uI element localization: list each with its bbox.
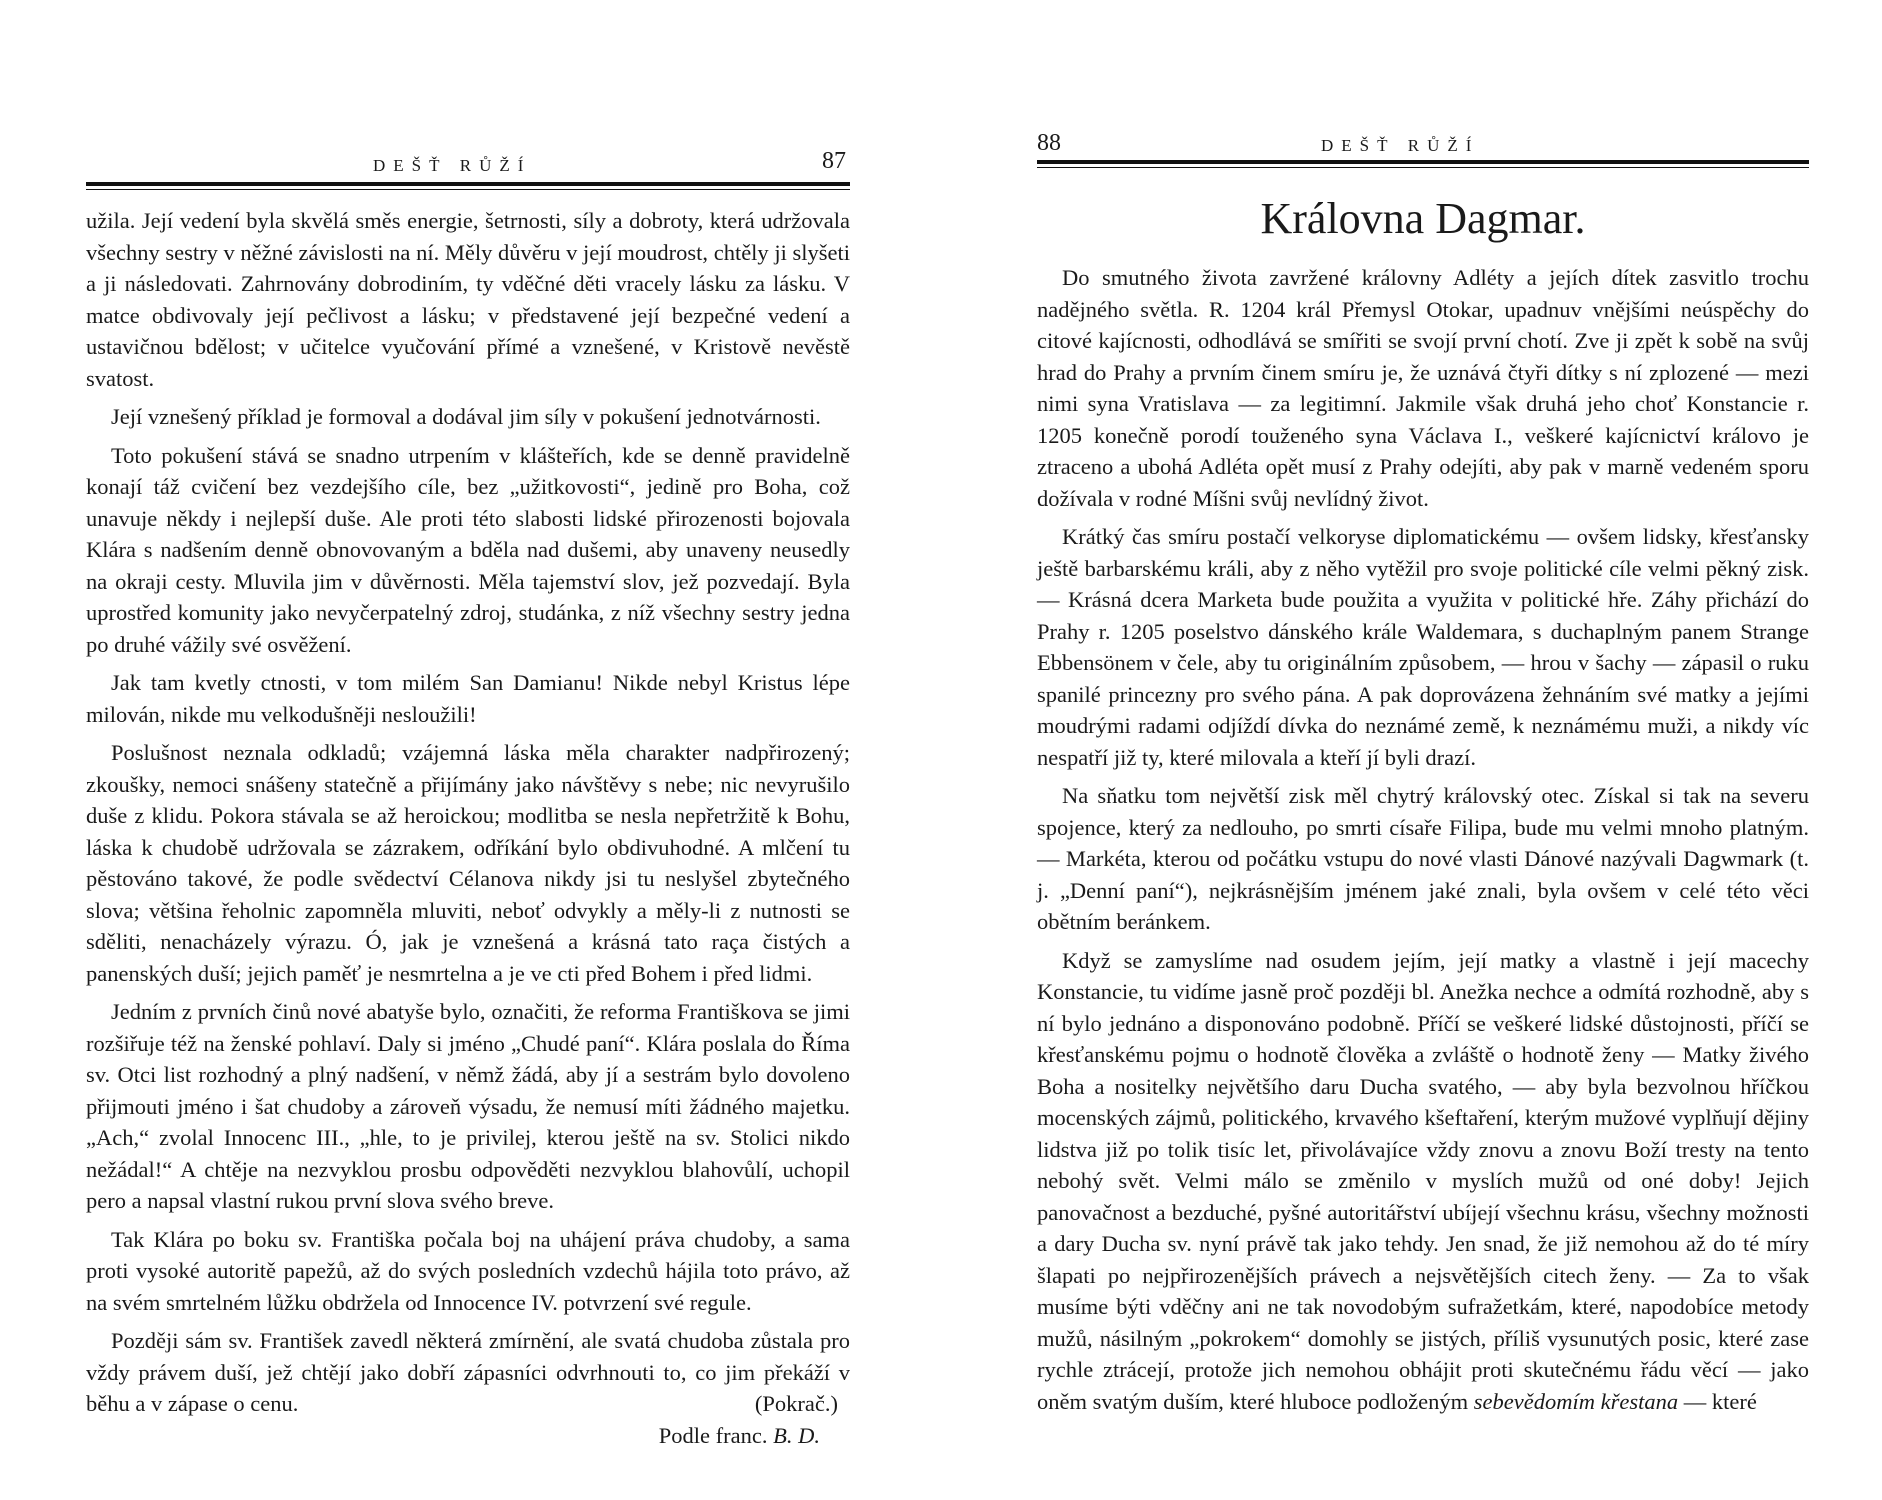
paragraph: užila. Její vedení byla skvělá směs energie, šetrnosti, síly a dobroty, která udržovala všechny sestry v něžné závislosti na ní. Měly důvěru v její moudrost, chtěly ji slyšeti a ji následovati. Zahrnovány dobrodiním, ty vděčné děti vracely lásku za lásku. V matce obdivovaly její pečlivost a lásku; v představené její bezpečné vedení a ustavičnou bdělost; v učitelce vyučování přímé a vznešené, v Kristově nevěstě svatost. bbox=[86, 208, 850, 391]
right-page bbox=[941, 0, 1882, 1500]
continued-mark: (Pokrač.) bbox=[754, 1391, 838, 1416]
paragraph bbox=[86, 1325, 850, 1420]
italic-phrase: sebevědomím křestana bbox=[1473, 1388, 1679, 1414]
paragraph-text: Když se zamyslíme nad osudem jejím, její matky a vlastně i její macechy Konstancie, tu vidíme jasně proč později bl. Anežka nechce a odmítá rozhodně, aby s ní bylo jednáno a disponováno podobně. Příčí se veškeré lidské důstojnosti, příčí se křesťanskému pojmu o hodnotě člověka a zvláště o hodnotě ženy — Matky živého Boha a nositelky největšího daru Ducha svatého, — aby byla bezvolnou hříčkou mocenských zájmů, politického, krvavého kšeftaření, kterým mužové vyplňují dějiny lidstva již po tolik tisíc let, přivolávajíce vždy znovu a znovu Boží tresty na tento nebohý svět. Velmi málo se změnilo v myslích mužů od oné doby! Jejich panovačnost a bezduché, pyšné autoritářství ubíjejí všechnu krásu, všechny možnosti a dary Ducha sv. nyní právě tak jako tehdy. Jen snad, že již nemohou až do té míry šlapati po nejpřirozenějších právech a nejsvětějších citech ženy. — Za to však musíme býti vděčny ani ne tak novodobým sufražetkám, které, napodobíce metody mužů, násilným „pokrokem“ domohly se jistých, příliš vysunutých posic, které zase rychle ztrácejí, protože jich nemohou obhájit proti skutečnému řádu věcí — jako oněm svatým duším, které hluboce podloženým bbox=[1037, 947, 1809, 1414]
paragraph: Toto pokušení stává se snadno utrpením v klášteřích, kde se denně pravidelně konají táž cvičení bez vezdejšího cíle, bez „užitkovosti“, jedině pro Boha, což unavuje někdy i nejlepší duše. Ale proti této slabosti lidské přirozenosti bojovala Klára s nadšením denně obnovovaným a bděla nad dušemi, aby unaveny neusedly na okraji cesty. Mluvila jim v důvěrnosti. Měla tajemství slov, jež pozvedají. Byla uprostřed komunity jako nevyčerpatelný zdroj, studánka, z níž všechny sestry jedna po druhé vážily své osvěžení. bbox=[86, 442, 850, 657]
left-body-text bbox=[86, 205, 850, 1458]
paragraph: Jak tam kvetly ctnosti, v tom milém San Damianu! Nikde nebyl Kristus lépe milován, nikde mu velkodušněji nesloužili! bbox=[86, 670, 850, 727]
source-attribution bbox=[86, 1420, 850, 1452]
header-rule-thin bbox=[1037, 167, 1809, 168]
source-prefix: Podle franc. bbox=[658, 1422, 768, 1448]
source-initials: B. D. bbox=[773, 1422, 820, 1448]
running-head: DEŠŤ RŮŽÍ bbox=[1321, 136, 1480, 155]
running-head: DEŠŤ RŮŽÍ bbox=[373, 156, 532, 175]
page-number: 87 bbox=[822, 148, 846, 174]
paragraph: Do smutného života zavržené královny Adléty a jejích dítek zasvitlo trochu nadějného světla. R. 1204 král Přemysl Otokar, upadnuv vnějšími neúspěchy do citové kajícnosti, odhodlává se smířiti se svojí první chotí. Zve ji zpět k sobě na svůj hrad do Prahy a prvním činem smíru je, že uznává čtyři dítky s ní zplozené — mezi nimi syna Vratislava — za legitimní. Jakmile však druhá jeho choť Konstancie r. 1205 konečně porodí touženého syna Václava I., veškeré kajícnictví královo je ztraceno a ubohá Adléta opět musí z Prahy odejíti, aby pak v marně vedeném sporu dožívala v rodné Míšni svůj nevlídný život. bbox=[1037, 265, 1809, 511]
paragraph: Tak Klára po boku sv. Františka počala boj na uhájení práva chudoby, a sama proti vysoké autoritě papežů, až do svých posledních vzdechů hájila toto právo, až na svém smrtelném lůžku obdržela od Innocence IV. potvrzení své regule. bbox=[86, 1226, 850, 1315]
paragraph: Poslušnost neznala odkladů; vzájemná láska měla charakter nadpřirozený; zkoušky, nemoci snášeny statečně a přijímány jako návštěvy s nebe; nic nevyrušilo duše z klidu. Pokora stávala se až heroickou; modlitba se nesla nepřetržitě k Bohu, láska k chudobě udržovala se zázrakem, odříkání bylo obdivuhodné. A mlčení tu pěstováno takové, že podle svědectví Célanova nikdy jsi tu neslyšel zbytečného slova; většina řeholnic zapomněla mluviti, neboť odvykly a měly-li z nutnosti se sděliti, nenacházely výrazu. Ó, jak je vznešená a krásná tato raça čistých a panenských duší; jejich paměť je nesmrtelna a je ve cti před Bohem i před lidmi. bbox=[86, 740, 850, 986]
page-number: 88 bbox=[1037, 130, 1061, 156]
paragraph: Krátký čas smíru postačí velkoryse diplomatickému — ovšem lidsky, křesťansky ještě barbarskému králi, aby z něho vytěžil pro svoje politické cíle velmi pěkný zisk. — Krásná dcera Marketa bude použita a využita v politické hře. Záhy přichází do Prahy r. 1205 poselstvo dánského krále Waldemara, s duchaplným panem Strange Ebbensönem v čele, aby tu originálním způsobem, — hrou v šachy — zápasil o ruku spanilé princezny pro svého pána. A pak doprovázena žehnáním své matky a jejími moudrými radami odjíždí dívka do neznámé země, k neznámému muži, a nikdy víc nespatří již ty, které milovala a kteří jí byli drazí. bbox=[1037, 524, 1809, 770]
paragraph: Jedním z prvních činů nové abatyše bylo, označiti, že reforma Františkova se jimi rozšiřuje též na ženské pohlaví. Daly si jméno „Chudé paní“. Klára poslala do Říma sv. Otci list rozhodný a plný nadšení, v němž žádá, aby jí a sestrám bylo dovoleno přijmouti jméno i šat chudoby a zároveň výsadu, že nemusí míti žádného majetku. „Ach,“ zvolal Innocenc III., „hle, to je privilej, kterou ještě na sv. Stolici nikdo nežádal!“ A chtěje na nezvyklou prosbu odpověděti nezvyklou blahovůlí, uchopil pero a napsal vlastní rukou první slova svého breve. bbox=[86, 999, 850, 1213]
right-body-text bbox=[1037, 262, 1809, 1417]
header-rule bbox=[86, 182, 850, 186]
paragraph-text: Později sám sv. František zavedl některá zmírnění, ale svatá chudoba zůstala pro vždy právem duší, jež chtějí jako dobří zápasníci odvrhnouti to, co jim překáží v běhu a v zápase o cenu. bbox=[86, 1328, 850, 1416]
trailing-text: — které bbox=[1683, 1388, 1757, 1414]
header-rule-thin bbox=[86, 189, 850, 190]
paragraph: Na sňatku tom největší zisk měl chytrý královský otec. Získal si tak na severu spojence, který za nedlouho, po smrti císaře Filipa, bude mu velmi mnoho platným. — Markéta, kterou od počátku vstupu do nové vlasti Dánové nazývali Dagwmark (t. j. „Denní paní“), nejkrásnějším jménem jaké znali, byla ovšem v celé této věci obětním beránkem. bbox=[1037, 783, 1809, 934]
article-title: Královna Dagmar. bbox=[1260, 194, 1586, 243]
header-rule bbox=[1037, 160, 1809, 164]
paragraph: Její vznešený příklad je formoval a dodával jim síly v pokušení jednotvárnosti. bbox=[111, 404, 821, 429]
paragraph bbox=[1037, 945, 1809, 1418]
